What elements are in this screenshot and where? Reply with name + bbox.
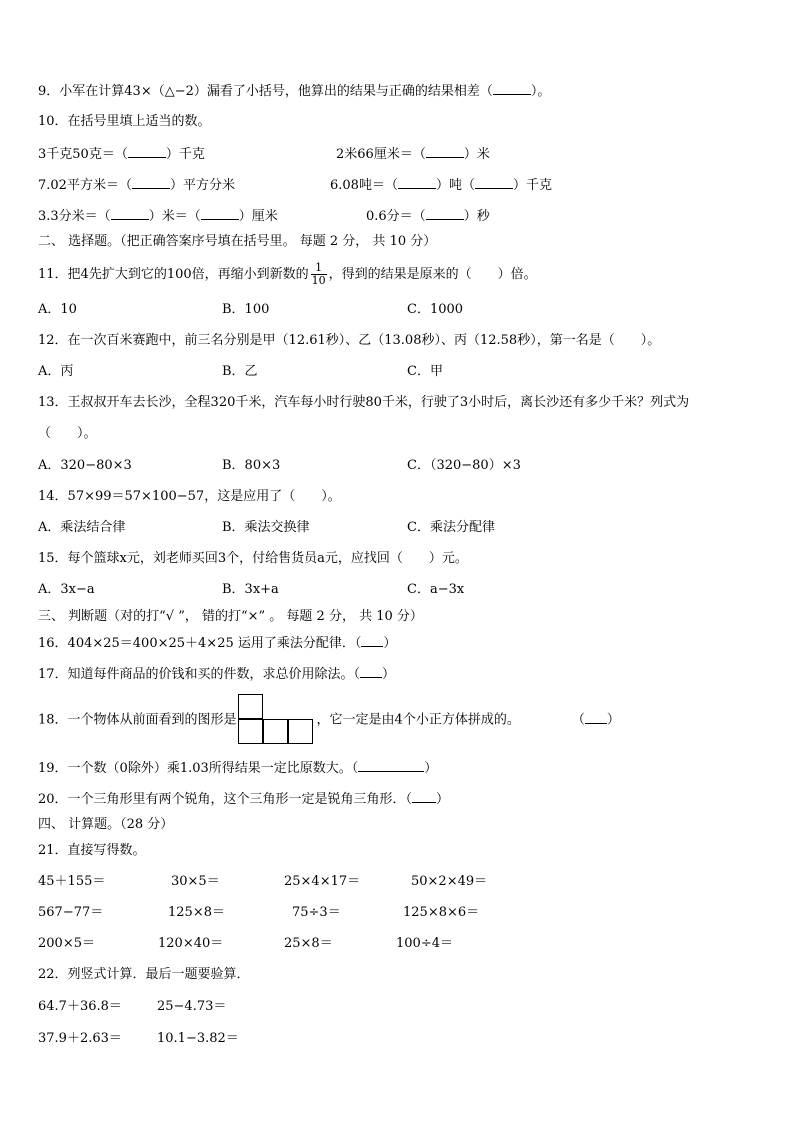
section-heading-judgement: 三、 判断题（对的打“√ ”， 错的打“×” 。 每题 2 分， 共 10 分） [38, 609, 423, 624]
calc-item: 567−77＝ [38, 905, 104, 920]
front-view-figure [238, 694, 316, 746]
option-b[interactable]: B．3x+a [222, 582, 279, 597]
option-b[interactable]: B．100 [222, 302, 270, 317]
answer-blank[interactable] [412, 790, 436, 803]
question-9-text: 9．小军在计算43×（△−2）漏看了小括号，他算出的结果与正确的结果相差（ [38, 84, 493, 99]
question-21-title: 21．直接写得数。 [38, 843, 146, 858]
calc-item: 75÷3＝ [292, 905, 341, 920]
option-a[interactable]: A．10 [38, 302, 77, 317]
calc-item: 50×2×49＝ [411, 874, 488, 889]
option-b[interactable]: B．乘法交换律 [222, 520, 310, 535]
question-10-item: 0.6分＝（ ）秒 [366, 209, 490, 224]
calc-item: 120×40＝ [158, 936, 224, 951]
answer-blank[interactable] [398, 176, 436, 189]
question-18: 18．一个物体从前面看到的图形是 ，它一定是由4个小正方体拼成的。 （ ） [38, 694, 620, 747]
question-10-item: 6.08吨＝（ ）吨（ ）千克 [330, 178, 552, 193]
answer-blank[interactable] [475, 176, 513, 189]
answer-blank[interactable] [426, 207, 464, 220]
calc-item: 30×5＝ [171, 874, 220, 889]
answer-blank[interactable] [358, 759, 424, 772]
answer-blank[interactable] [201, 207, 239, 220]
section-heading-choice: 二、 选择题。（把正确答案序号填在括号里。 每题 2 分， 共 10 分） [38, 234, 437, 249]
option-b[interactable]: B．80×3 [222, 458, 281, 473]
calc-item: 37.9＋2.63＝ [38, 1031, 122, 1046]
answer-blank[interactable] [361, 634, 383, 647]
answer-blank[interactable] [128, 145, 166, 158]
answer-blank[interactable] [426, 145, 464, 158]
calc-item: 10.1−3.82＝ [157, 1031, 239, 1046]
calc-item: 100÷4＝ [396, 936, 453, 951]
question-13-continued: （ ）。 [38, 426, 97, 441]
option-c[interactable]: C．乘法分配律 [407, 520, 495, 535]
option-a[interactable]: A．丙 [38, 364, 74, 379]
answer-blank[interactable] [585, 711, 607, 724]
option-c[interactable]: C．甲 [407, 364, 443, 379]
question-10-item: 3千克50克＝（ ）千克 [38, 147, 205, 162]
calc-item: 200×5＝ [38, 936, 95, 951]
question-10-item: 2米66厘米＝（ ）米 [336, 147, 490, 162]
question-22-title: 22．列竖式计算．最后一题要验算． [38, 967, 250, 982]
question-10-title: 10．在括号里填上适当的数。 [38, 114, 211, 129]
option-c[interactable]: C．1000 [407, 302, 464, 317]
question-16: 16．404×25＝400×25＋4×25 运用了乘法分配律．（ ） [38, 636, 397, 651]
question-10-item: 7.02平方米＝（ ）平方分米 [38, 178, 235, 193]
question-13: 13．王叔叔开车去长沙，全程320千米，汽车每小时行驶80千米，行驶了3小时后，离长沙还有多少千米？列式为 [38, 395, 690, 410]
calc-item: 125×8＝ [168, 905, 225, 920]
question-20: 20．一个三角形里有两个锐角，这个三角形一定是锐角三角形．（ ） [38, 792, 450, 807]
question-15: 15．每个篮球x元，刘老师买回3个，付给售货员a元，应找回（ ）元。 [38, 551, 468, 566]
calc-item: 125×8×6＝ [403, 905, 480, 920]
option-c[interactable]: C．a−3x [407, 582, 465, 597]
option-c[interactable]: C．（320−80）×3 [407, 458, 521, 473]
calc-item: 25−4.73＝ [157, 999, 227, 1014]
question-11: 11．把4先扩大到它的100倍，再缩小到新数的 $\frac{1}{10}$ ，得到的结果是原来的（ ）倍。 [38, 261, 537, 287]
calc-item: 64.7＋36.8＝ [38, 999, 122, 1014]
answer-blank[interactable] [493, 82, 531, 95]
question-19: 19．一个数（0除外）乘1.03所得结果一定比原数大。（ ） [38, 761, 438, 776]
section-heading-calculation: 四、 计算题。（28 分） [38, 817, 174, 832]
option-a[interactable]: A．3x−a [38, 582, 95, 597]
option-a[interactable]: A．乘法结合律 [38, 520, 126, 535]
question-12: 12．在一次百米赛跑中，前三名分别是甲（12.61秒）、乙（13.08秒）、丙（12.58秒），第一名是（ ）。 [38, 333, 661, 348]
question-17: 17．知道每件商品的价钱和买的件数，求总价用除法。（ ） [38, 667, 396, 682]
fraction: $\frac{1}{10}$ [311, 261, 326, 287]
question-10-item: 3.3分米＝（ ）米＝（ ）厘米 [38, 209, 278, 224]
calc-item: 25×8＝ [284, 936, 333, 951]
option-b[interactable]: B．乙 [222, 364, 258, 379]
answer-blank[interactable] [360, 665, 382, 678]
calc-item: 45＋155＝ [38, 874, 106, 889]
calc-item: 25×4×17＝ [284, 874, 361, 889]
option-a[interactable]: A．320−80×3 [38, 458, 132, 473]
question-9: 9．小军在计算43×（△−2）漏看了小括号，他算出的结果与正确的结果相差（ ）。 [38, 84, 551, 99]
answer-blank[interactable] [132, 176, 170, 189]
question-14: 14．57×99＝57×100−57，这是应用了（ ）。 [38, 489, 341, 504]
answer-blank[interactable] [111, 207, 149, 220]
